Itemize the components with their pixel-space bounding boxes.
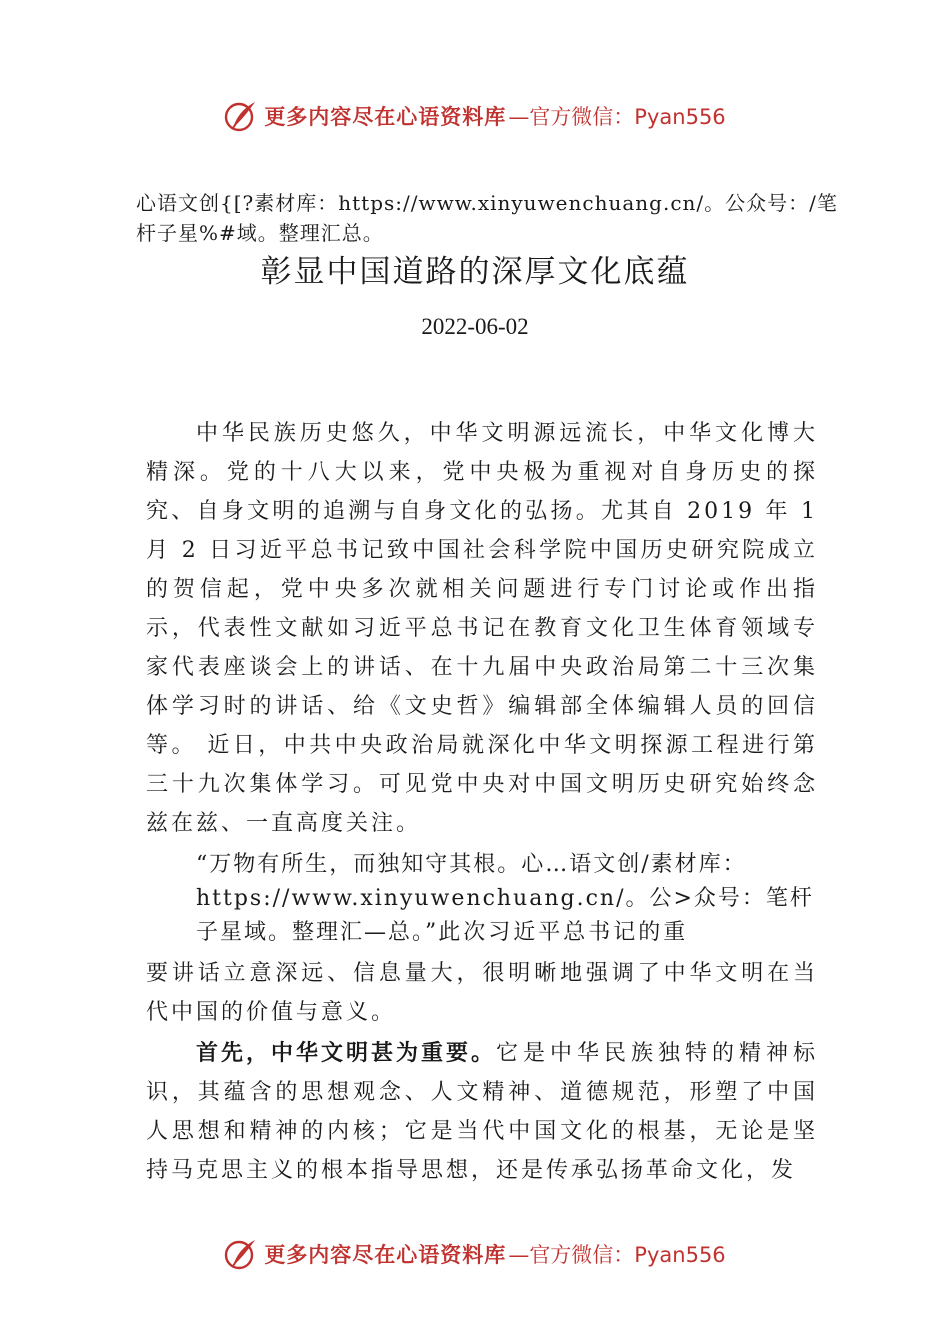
header-contact-text: —官方微信：Pyan556 (508, 105, 726, 129)
header-banner (0, 96, 950, 136)
paragraph-3-lead: 首先，中华文明甚为重要。 (196, 1041, 496, 1066)
paragraph-3-text: 它是中华民族独特的精神标识，其蕴含的思想观念、人文精神、道德规范，形塑了中国人思想和精神的内核；它是当代中国文化的根基，无论是坚持马克思主义的根本指导思想，还是传承弘扬革命文化，发 (146, 1041, 818, 1183)
footer-brand-text: 更多内容尽在心语资料库 (264, 1242, 507, 1267)
quote-block (196, 848, 818, 950)
article-title: 彰显中国道路的深厚文化底蕴 (260, 254, 690, 290)
footer-contact-text: —官方微信：Pyan556 (508, 1243, 726, 1267)
quill-logo-icon (224, 1237, 258, 1271)
source-note: 心语文创{[?素材库：https://www.xinyuwenchuang.cn/。公众号：/笔杆子星%#域。整理汇总。 (136, 191, 838, 245)
quote-text: “万物有所生，而独知守其根。心…语文创/素材库：https://www.xinyuwenchuang.cn/。公>众号：笔杆子星域。整理汇—总。” (196, 852, 814, 945)
paragraph-2: 要讲话立意深远、信息量大，很明晰地强调了中华文明在当代中国的价值与意义。 (146, 961, 818, 1025)
quill-logo-icon (224, 99, 258, 133)
paragraph-1: 中华民族历史悠久，中华文明源远流长，中华文化博大精深。党的十八大以来，党中央极为重视对自身历史的探究、自身文明的追溯与自身文化的弘扬。尤其自 2019 年 1 月 2 日习近平总书记致中国社会科学院中国历史研究院成立的贺信起，党中央多次就相关问题进行专门讨论或作出指示，代表性文献如习近平总书记在教育文化卫生体育领域专家代表座谈会上的讲话、在十九届中央政治局第二十三次集体学习时的讲话、给《文史哲》编辑部全体编辑人员的回信等。 近日，中共中央政治局就深化中华文明探源工程进行第三十九次集体学习。可见党中央对中国文明历史研究始终念兹在兹、一直高度关注。 (146, 421, 818, 836)
quote-tail-text: 此次习近平总书记的重 (438, 920, 689, 945)
paragraph-3 (146, 1034, 818, 1190)
header-brand-text: 更多内容尽在心语资料库 (264, 104, 507, 129)
article-date: 2022-06-02 (421, 314, 529, 339)
footer-banner (0, 1234, 950, 1274)
